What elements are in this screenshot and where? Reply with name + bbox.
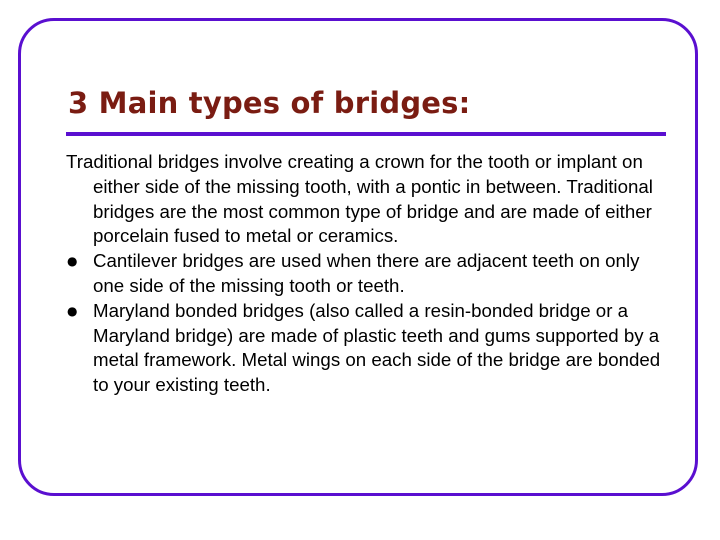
- list-item-text: Maryland bonded bridges (also called a resin-bonded bridge or a Maryland bridge) are made of plastic teeth and gums supported by a metal framework. Metal wings on each side of the bridge are bonded to your existing teeth.: [93, 299, 661, 396]
- list-item-cantilever: [66, 249, 666, 299]
- slide-body: [66, 150, 666, 398]
- list-item-text: Cantilever bridges are used when there are adjacent teeth on only one side of the missing tooth or teeth.: [93, 250, 640, 296]
- bullet-icon: ●: [67, 303, 78, 318]
- title-underline-divider: [66, 132, 666, 136]
- bullet-icon: ●: [67, 254, 78, 269]
- intro-paragraph: Traditional bridges involve creating a crown for the tooth or implant on either side of the missing tooth, with a pontic in between. Traditional bridges are the most common type of bridge and are made of either porcelain fused to metal or ceramics.: [66, 151, 653, 247]
- list-item-maryland: [66, 299, 666, 398]
- slide-title: 3 Main types of bridges:: [68, 86, 471, 120]
